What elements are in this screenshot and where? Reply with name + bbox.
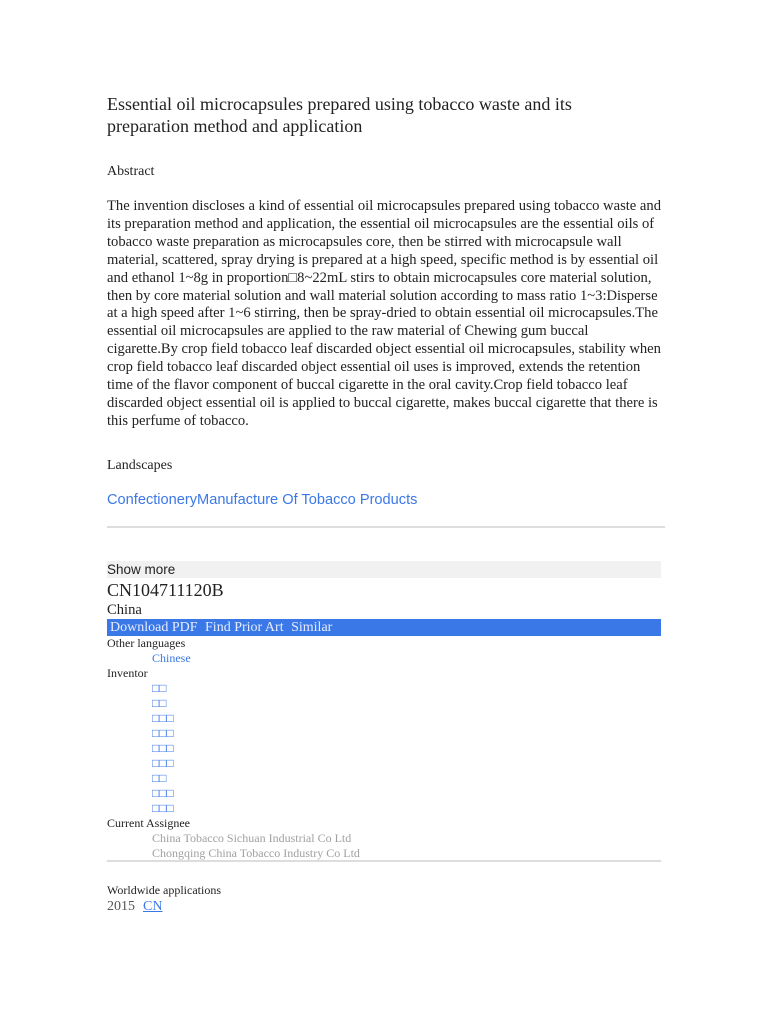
action-bar <box>107 619 661 636</box>
inventor-link[interactable]: □□□ <box>152 741 174 755</box>
inventor-link[interactable]: □□□ <box>152 711 174 725</box>
current-assignee-label: Current Assignee <box>107 816 190 830</box>
other-languages-label: Other languages <box>107 636 186 650</box>
current-assignee-list <box>152 831 360 861</box>
inventor-link[interactable]: □□ <box>152 771 167 785</box>
inventor-link[interactable]: □□ <box>152 696 167 710</box>
application-year: 2015 <box>107 899 135 914</box>
worldwide-applications-heading: Worldwide applications <box>107 883 222 897</box>
other-languages-list <box>152 651 191 666</box>
landscapes-heading: Landscapes <box>107 458 173 473</box>
show-more-button[interactable]: Show more <box>107 561 661 578</box>
worldwide-applications-row <box>107 898 162 916</box>
inventor-link[interactable]: □□□ <box>152 786 174 800</box>
section-divider <box>107 526 665 528</box>
publication-country: China <box>107 602 142 618</box>
publication-number: CN104711120B <box>107 580 224 600</box>
assignee-name: China Tobacco Sichuan Industrial Co Ltd <box>152 831 352 845</box>
inventor-link[interactable]: □□□ <box>152 726 174 740</box>
inventor-list <box>152 681 174 816</box>
landscapes-links <box>107 491 417 509</box>
inventor-link[interactable]: □□□ <box>152 801 174 815</box>
abstract-heading: Abstract <box>107 164 155 179</box>
download-pdf-link[interactable]: Download PDF <box>110 620 198 635</box>
language-link-chinese[interactable]: Chinese <box>152 651 191 665</box>
page-title: Essential oil microcapsules prepared using tobacco waste and its preparation method and application <box>107 94 572 136</box>
section-divider <box>107 860 661 862</box>
inventor-label: Inventor <box>107 666 148 680</box>
landscape-link-confectionery[interactable]: Confectionery <box>107 492 198 508</box>
inventor-link[interactable]: □□ <box>152 681 167 695</box>
application-country-link[interactable]: CN <box>143 899 163 914</box>
similar-link[interactable]: Similar <box>291 620 333 635</box>
find-prior-art-link[interactable]: Find Prior Art <box>205 620 284 635</box>
inventor-link[interactable]: □□□ <box>152 756 174 770</box>
abstract-text: The invention discloses a kind of essential oil microcapsules prepared using tobacco waste and its preparation method and application, the essential oil microcapsules are the essential oils of tobacco waste preparation as microcapsules core, then be stirred with microcapsule wall material, scattered, spray drying is prepared at a high speed, specific method is by essential oil and ethanol 1~8g in proportion□8~22mL stirs to obtain microcapsules core material solution, then by core material solution and wall material solution according to mass ratio 1~3:Disperse at a high speed after 1~6 stirring, then be spray-dried to obtain essential oil microcapsules.The essential oil microcapsules are applied to the raw material of Chewing gum buccal cigarette.By crop field tobacco leaf discarded object essential oil microcapsules, stability when crop field tobacco leaf discarded object essential oil uses is improved, extends the retention time of the flavor component of buccal cigarette in the oral cavity.Crop field tobacco leaf discarded object essential oil is applied to buccal cigarette, makes buccal cigarette that there is this perfume of tobacco. <box>107 198 661 429</box>
landscape-link-tobacco-products[interactable]: Manufacture Of Tobacco Products <box>197 492 418 508</box>
assignee-name: Chongqing China Tobacco Industry Co Ltd <box>152 846 360 860</box>
